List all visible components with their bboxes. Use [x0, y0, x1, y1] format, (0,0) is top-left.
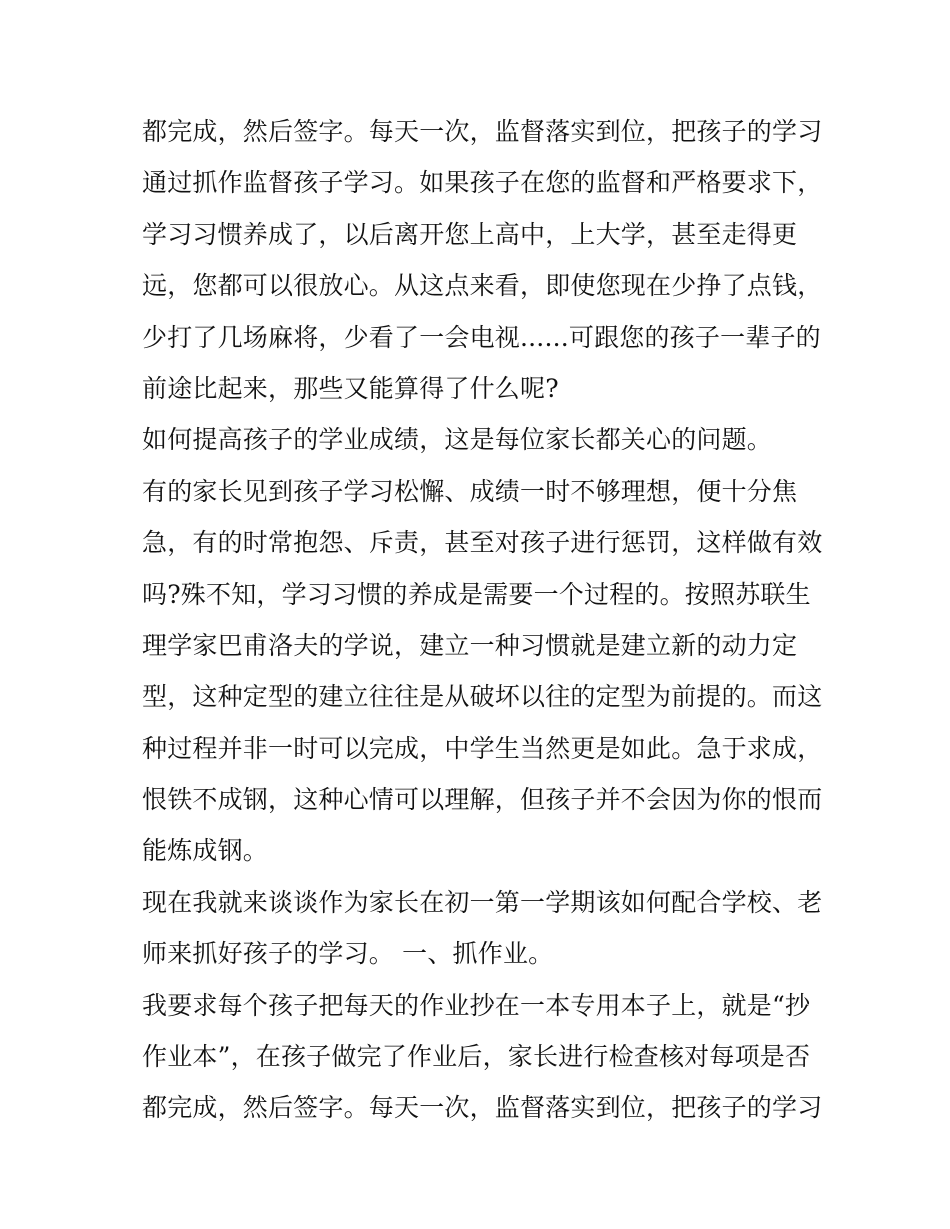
- text-line: 恨铁不成钢，这种心情可以理解，但孩子并不会因为你的恨而: [142, 785, 823, 815]
- text-line: 都完成，然后签字。每天一次，监督落实到位，把孩子的学习: [142, 117, 823, 146]
- text-line: 我要求每个孩子把每天的作业抄在一本专用本子上，就是“抄: [142, 990, 811, 1020]
- text-line: 型，这种定型的建立往往是从破坏以往的定型为前提的。而这: [142, 682, 823, 712]
- text-line: 现在我就来谈谈作为家长在初一第一学期该如何配合学校、老: [142, 887, 823, 917]
- text-line: 如何提高孩子的学业成绩，这是每位家长都关心的问题。: [142, 425, 773, 455]
- text-line: 理学家巴甫洛夫的学说，建立一种习惯就是建立新的动力定: [142, 630, 798, 660]
- text-line: 能炼成钢。: [142, 836, 269, 866]
- text-line: 少打了几场麻将，少看了一会电视......可跟您的孩子一辈子的: [142, 322, 821, 352]
- text-line: 种过程并非一时可以完成，中学生当然更是如此。急于求成，: [142, 733, 823, 763]
- text-line: 学习习惯养成了，以后离开您上高中，上大学，甚至走得更: [142, 219, 798, 249]
- text-line: 有的家长见到孩子学习松懈、成绩一时不够理想，便十分焦: [142, 476, 798, 506]
- text-line: 通过抓作监督孩子学习。如果孩子在您的监督和严格要求下，: [142, 168, 823, 198]
- text-line: 师来抓好孩子的学习。 一、抓作业。: [142, 939, 554, 969]
- text-line: 前途比起来，那些又能算得了什么呢?: [142, 373, 559, 403]
- text-line: 急，有的时常抱怨、斥责，甚至对孩子进行惩罚，这样做有效: [142, 528, 823, 558]
- text-line: 作业本”，在孩子做完了作业后，家长进行检查核对每项是否: [142, 1042, 811, 1072]
- document-page: [142, 106, 823, 1134]
- text-line: 吗?殊不知，学习习惯的养成是需要一个过程的。按照苏联生: [142, 579, 811, 609]
- text-line: 都完成，然后签字。每天一次，监督落实到位，把孩子的学习: [142, 1093, 823, 1123]
- text-line: 远，您都可以很放心。从这点来看，即使您现在少挣了点钱，: [142, 271, 823, 301]
